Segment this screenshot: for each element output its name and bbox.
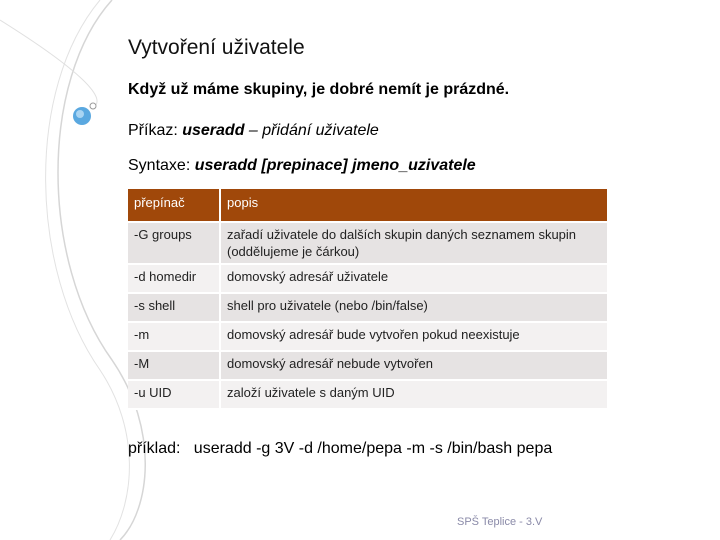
table-row — [128, 322, 608, 351]
table-row — [128, 380, 608, 409]
switch-cell: -M — [128, 351, 220, 380]
table-row — [128, 222, 608, 264]
switch-cell: -G groups — [128, 222, 220, 264]
syntax-line — [128, 157, 476, 175]
small-ring — [90, 103, 96, 109]
syntax-value: useradd [prepinace] jmeno_uzivatele — [194, 157, 476, 174]
table-row — [128, 264, 608, 293]
command-name: useradd — [182, 122, 245, 139]
description-cell: zařadí uživatele do dalších skupin daných seznamem skupin (oddělujeme je čárkou) — [220, 222, 608, 264]
options-table — [128, 189, 609, 410]
intro-text: Když už máme skupiny, je dobré nemít je prázdné. — [128, 81, 510, 98]
command-label: Příkaz: — [128, 122, 183, 139]
switch-cell: -s shell — [128, 293, 220, 322]
description-cell: domovský adresář nebude vytvořen — [220, 351, 608, 380]
table-row — [128, 293, 608, 322]
command-line — [128, 122, 379, 140]
header-description: popis — [220, 189, 608, 222]
description-cell: shell pro uživatele (nebo /bin/false) — [220, 293, 608, 322]
table-header-row — [128, 189, 608, 222]
description-cell: domovský adresář bude vytvořen pokud neexistuje — [220, 322, 608, 351]
description-cell: domovský adresář uživatele — [220, 264, 608, 293]
switch-cell: -d homedir — [128, 264, 220, 293]
switch-cell: -u UID — [128, 380, 220, 409]
slide-title: Vytvoření uživatele — [128, 36, 305, 59]
footer-text: SPŠ Teplice - 3.V — [457, 516, 543, 528]
example-command: příklad: useradd -g 3V -d /home/pepa -m -s /bin/bash pepa — [128, 440, 553, 457]
command-desc: – přidání uživatele — [244, 122, 379, 139]
header-switch: přepínač — [128, 189, 220, 222]
description-cell: založí uživatele s daným UID — [220, 380, 608, 409]
table-row — [128, 351, 608, 380]
switch-cell: -m — [128, 322, 220, 351]
syntax-label: Syntaxe: — [128, 157, 195, 174]
